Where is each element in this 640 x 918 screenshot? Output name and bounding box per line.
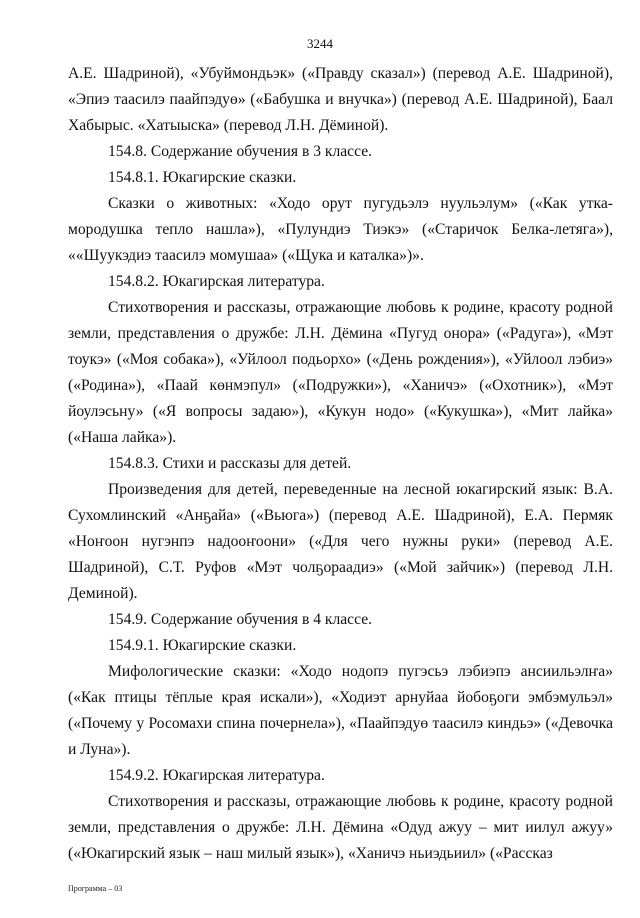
section-heading-154-9-2: 154.9.2. Юкагирская литература. xyxy=(108,767,325,784)
paragraph-animal-tales: Сказки о животных: «Ходо орут пугудьэлэ нуульэлум» («Как утка-мородушка тепло нашла»), «Пулундиэ Тиэкэ» («Старичок Белка-летяга»), ««Шуукэдиэ таасилэ момушаа» («Щука и каталка»)». xyxy=(68,195,613,264)
section-heading-154-8-3: 154.8.3. Стихи и рассказы для детей. xyxy=(108,455,352,472)
section-heading-154-9-1: 154.9.1. Юкагирские сказки. xyxy=(108,637,297,654)
paragraph-translated-works: Произведения для детей, переведенные на лесной юкагирский язык: В.А. Сухомлинский «Анҕайа» («Вьюга») (перевод А.Е. Шадриной), Е.А. Пермяк «Ноҥоон нугэнпэ надооҥоони» («Для чего нужны руки» (перевод А.Е. Шадриной), С.Т. Руфов «Мэт чолҕораадиэ» («Мой зайчик») (перевод Л.Н. Деминой). xyxy=(68,481,613,602)
section-heading-154-8: 154.8. Содержание обучения в 3 классе. xyxy=(108,143,373,160)
page-footer: Программа – 03 xyxy=(68,884,123,893)
section-heading-154-9: 154.9. Содержание обучения в 4 классе. xyxy=(108,611,373,628)
document-body xyxy=(68,61,613,867)
section-heading-154-8-1: 154.8.1. Юкагирские сказки. xyxy=(108,169,297,186)
paragraph-continuation: А.Е. Шадриной), «Убуймондьэк» («Правду сказал») (перевод А.Е. Шадриной), «Эпиэ таасилэ паайпэдуө» («Бабушка и внучка») (перевод А.Е. Шадриной), Баал Хабырыс. «Хатыыска» (перевод Л.Н. Дёминой). xyxy=(68,65,613,134)
paragraph-poems-grade-4: Стихотворения и рассказы, отражающие любовь к родине, красоту родной земли, представления о дружбе: Л.Н. Дёмина «Одуд ажуу – мит иилул ажуу» («Юкагирский язык – наш милый язык»), «Ханичэ ньиэдьиил» («Рассказ xyxy=(68,793,613,862)
page-number: 3244 xyxy=(307,36,333,51)
paragraph-poems-grade-3: Стихотворения и рассказы, отражающие любовь к родине, красоту родной земли, представления о дружбе: Л.Н. Дёмина «Пугуд онора» («Радуга»), «Мэт тоукэ» («Моя собака»), «Уйлоол подьорхо» («День рождения»), «Уйлоол лэбиэ» («Родина»), «Паай көнмэпул» («Подружки»), «Ханичэ» («Охотник»), «Мэт йоулэсьну» («Я вопросы задаю»), «Кукун нодо» («Кукушка»), «Мит лайка» («Наша лайка»). xyxy=(68,299,613,446)
paragraph-mythological-tales: Мифологические сказки: «Ходо нодопэ пугэсьэ лэбиэпэ ансиильэлҥа» («Как птицы тёплые края искали»), «Ходиэт арнуйаа йобоҕоги эмбэмульэл» («Почему у Росомахи спина почернела»), «Паайпэдуө таасилэ киндьэ» («Девочка и Луна»). xyxy=(68,663,613,758)
section-heading-154-8-2: 154.8.2. Юкагирская литература. xyxy=(108,273,325,290)
